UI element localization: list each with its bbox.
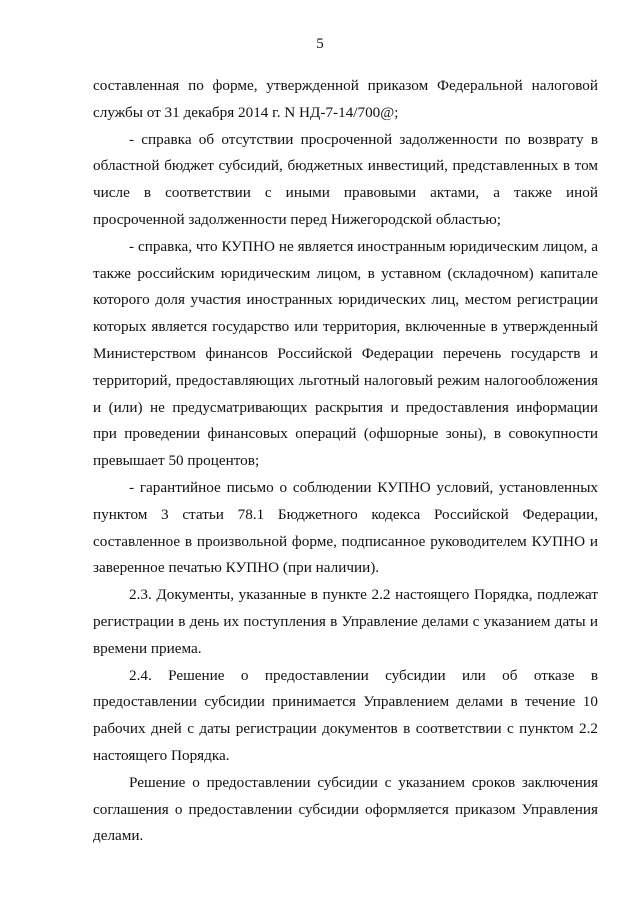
- paragraph-continuation: составленная по форме, утвержденной приказом Федеральной налоговой службы от 31 декабря 2014 г. N НД-7-14/700@;: [93, 77, 598, 121]
- document-body: [93, 73, 598, 850]
- paragraph-2-4: 2.4. Решение о предоставлении субсидии или об отказе в предоставлении субсидии принимается Управлением делами в течение 10 рабочих дней с даты регистрации документов в соответствии с пунктом 2.2 настоящего Порядка.: [93, 666, 598, 764]
- page-number: 5: [316, 36, 324, 52]
- paragraph-debt-certificate: - справка об отсутствии просроченной задолженности по возврату в областной бюджет субсидий, бюджетных инвестиций, представленных в том числе в соответствии с иными правовыми актами, а также иной просроченной задолженности перед Нижегородской областью;: [93, 130, 598, 228]
- paragraph-foreign-entity-certificate: - справка, что КУПНО не является иностранным юридическим лицом, а также российским юридическим лицом, в уставном (складочном) капитале которого доля участия иностранных юридических лиц, местом регистрации которых является государство или территория, включенные в утвержденный Министерством финансов Российской Федерации перечень государств и территорий, предоставляющих льготный налоговый режим налогообложения и (или) не предусматривающих раскрытия и предоставления информации при проведении финансовых операций (офшорные зоны), в совокупности превышает 50 процентов;: [93, 237, 598, 470]
- paragraph-decision: Решение о предоставлении субсидии с указанием сроков заключения соглашения о предоставлении субсидии оформляется приказом Управления делами.: [93, 773, 598, 845]
- paragraph-2-3: 2.3. Документы, указанные в пункте 2.2 настоящего Порядка, подлежат регистрации в день их поступления в Управление делами с указанием даты и времени приема.: [93, 586, 598, 657]
- paragraph-guarantee-letter: - гарантийное письмо о соблюдении КУПНО условий, установленных пунктом 3 статьи 78.1 Бюджетного кодекса Российской Федерации, составленное в произвольной форме, подписанное руководителем КУПНО и заверенное печатью КУПНО (при наличии).: [93, 478, 598, 577]
